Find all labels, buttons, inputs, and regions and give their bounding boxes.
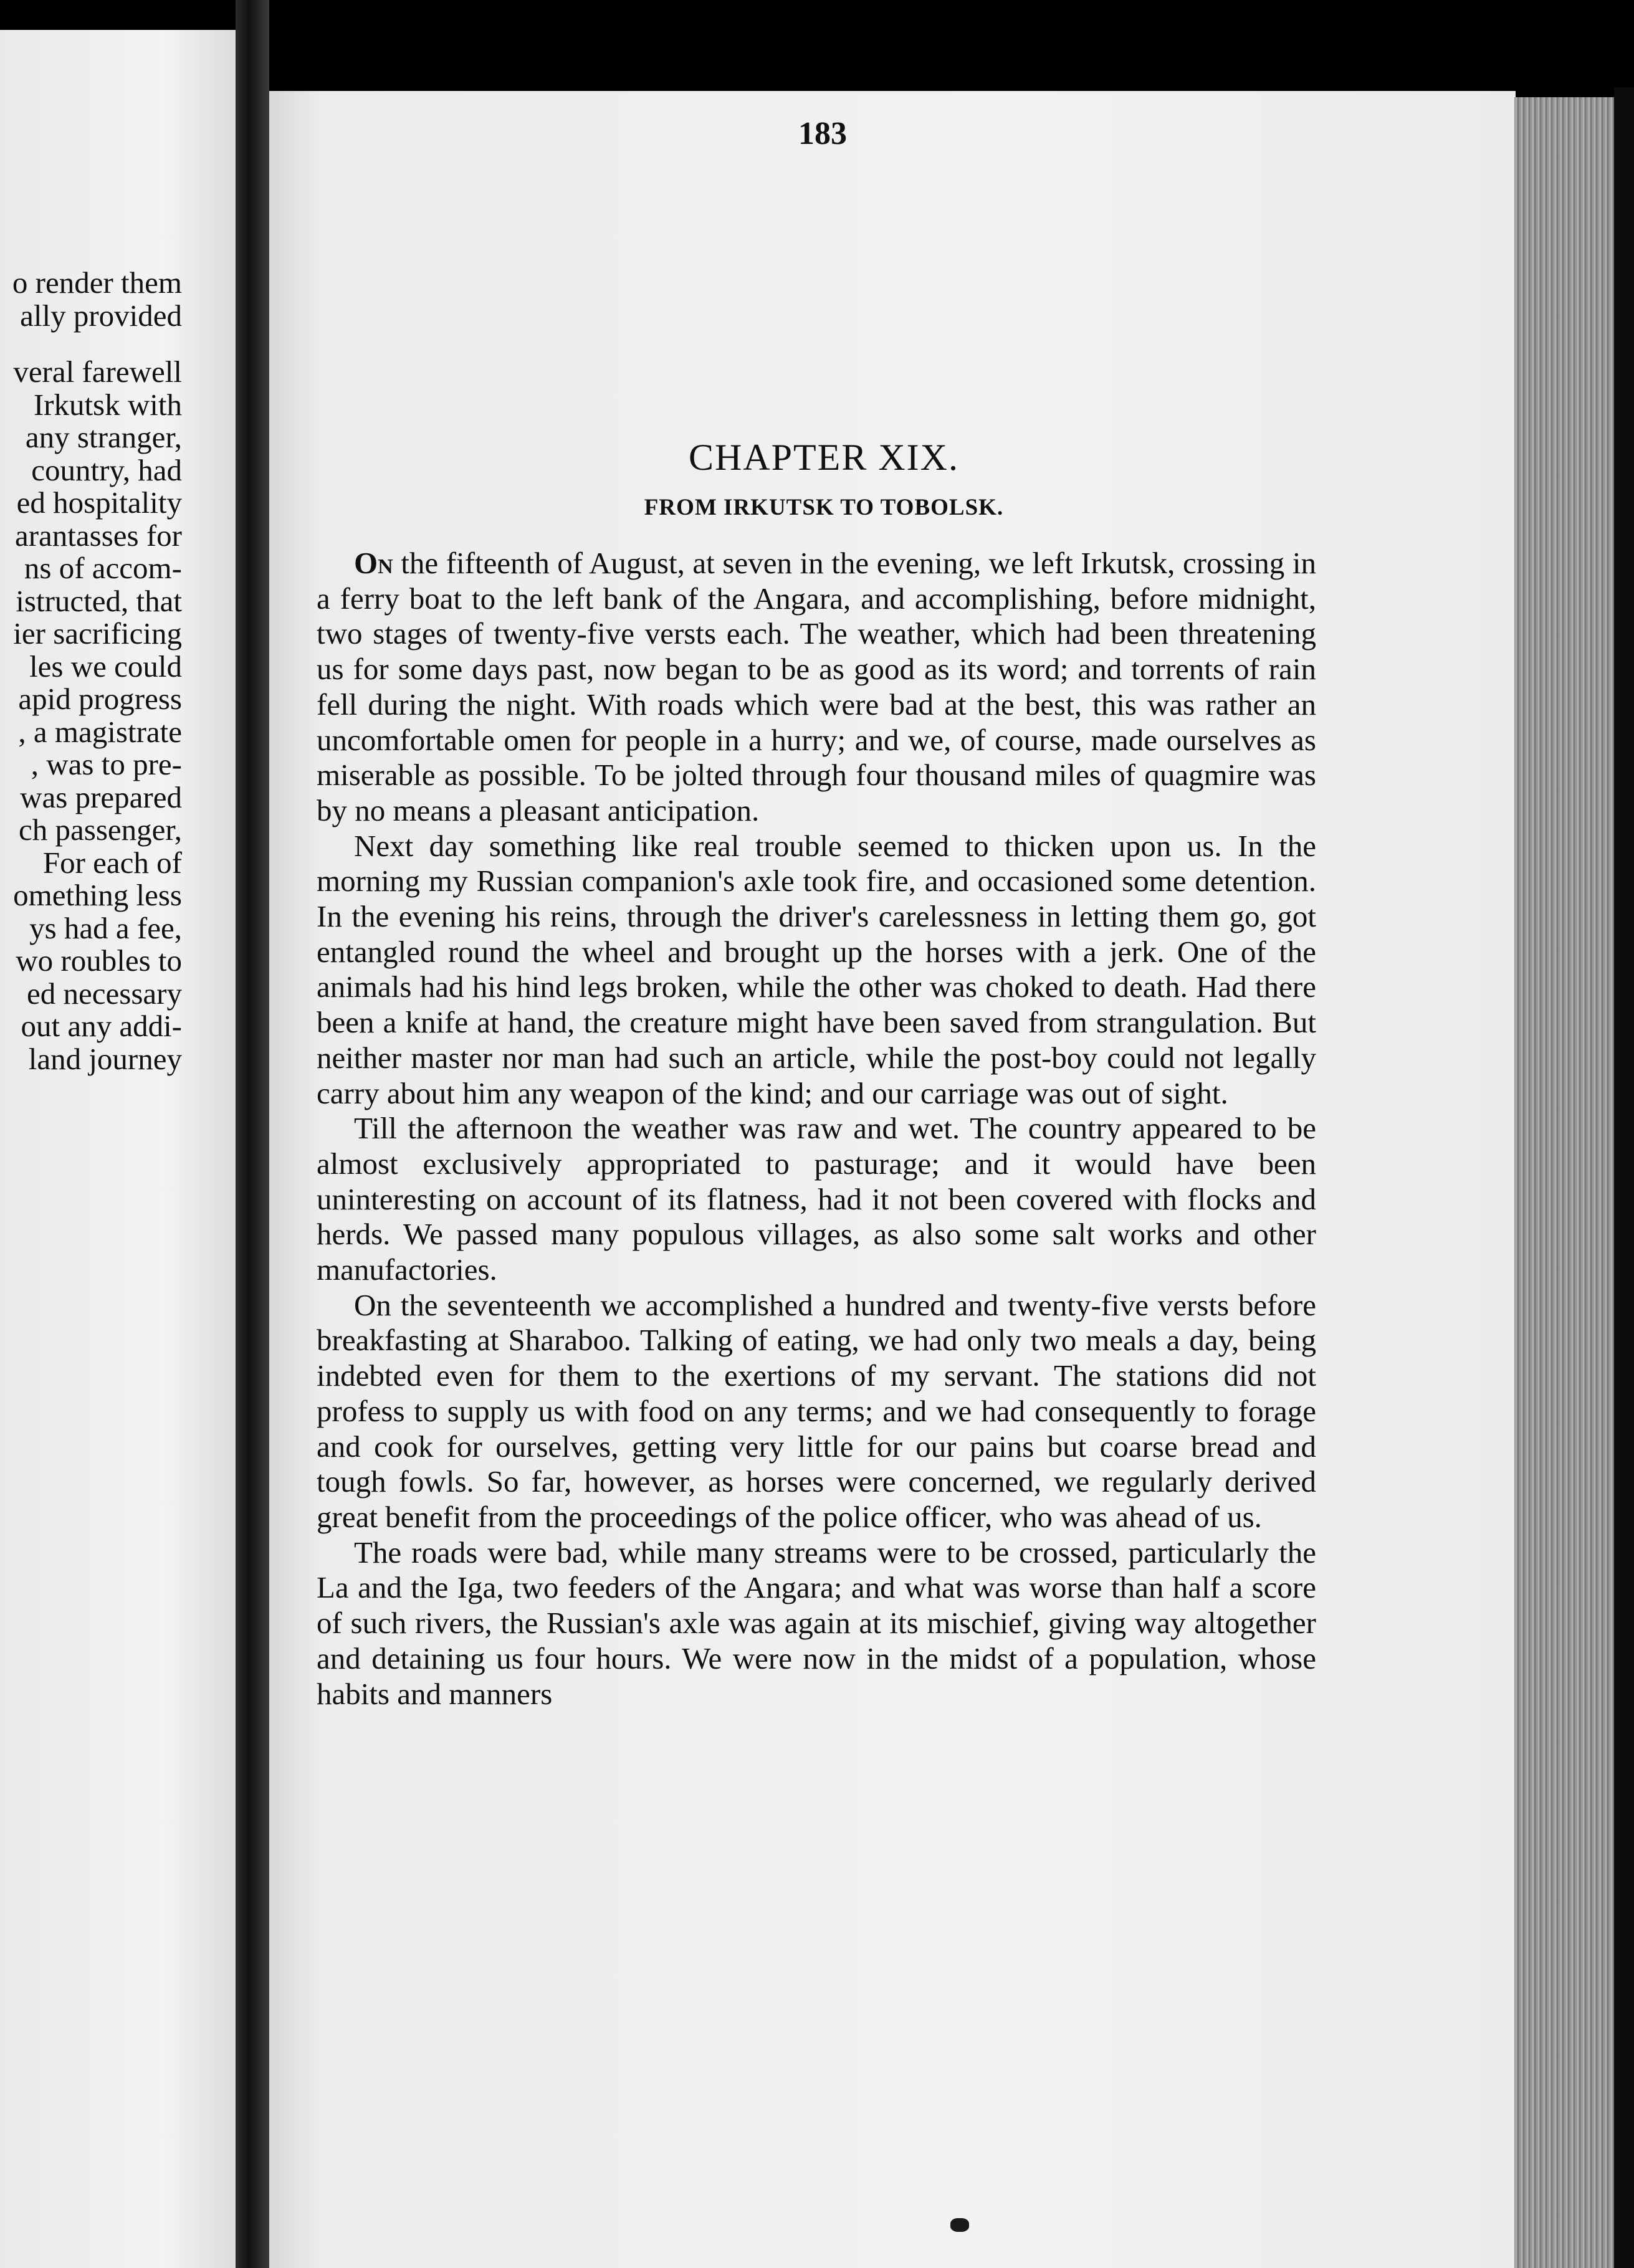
paragraph-text: Till the afternoon the weather was raw and wet. The country appeared to be almost exclusively appropriated to pasturage; and it would have been uninteresting on account of its flatness, had it not been covered with flocks and herds. We passed many populous villages, as also some salt works and other manufactories. [317, 1111, 1316, 1287]
ink-blot [950, 2218, 969, 2232]
paragraph [317, 1111, 1316, 1288]
left-page-line: country, had [31, 452, 182, 487]
paragraph [317, 546, 1316, 829]
left-page-text-fragment [0, 267, 182, 1075]
left-page-line: apid progress [18, 682, 182, 716]
left-page-line: For each of [42, 845, 182, 880]
left-page-line: istructed, that [16, 583, 182, 618]
left-page-line: ns of accom- [24, 551, 182, 585]
paragraph [317, 1288, 1316, 1535]
left-facing-page [0, 30, 236, 2268]
left-page-line: ys had a fee, [29, 910, 182, 945]
page-edges [1514, 97, 1614, 2268]
left-page-line: , a magistrate [18, 714, 182, 749]
body-text [317, 546, 1316, 1712]
left-page-line: land journey [28, 1041, 182, 1076]
left-page-line: ier sacrificing [13, 616, 182, 650]
paragraph-text: The roads were bad, while many streams were to be crossed, particularly the La and the Iga, two feeders of the Angara; and what was worse than half a score of such rivers, the Russian's axle was again at its mischief, giving way altogether and detaining us four hours. We were now in the midst of a population, whose habits and manners [317, 1535, 1316, 1711]
paragraph-lead: On [354, 546, 393, 580]
paragraph-text: Next day something like real trouble seemed to thicken upon us. In the morning my Russian companion's axle took fire, and occasioned some detention. In the evening his reins, through the driver's carelessness in letting them go, got entangled round the wheel and brought up the horses with a jerk. One of the animals had his hind legs broken, while the other was choked to death. Had there been a knife at hand, the creature might have been saved from strangulation. But neither master nor man had such an article, while the post-boy could not legally carry about him any weapon of the kind; and our carriage was out of sight. [317, 828, 1316, 1110]
left-page-line: arantasses for [14, 518, 182, 553]
left-page-line: ch passenger, [19, 812, 182, 847]
paragraph [317, 1535, 1316, 1712]
left-page-line: ed necessary [27, 976, 182, 1011]
left-page-line: omething less [13, 878, 182, 912]
left-page-line: out any addi- [21, 1009, 182, 1043]
left-page-line: Irkutsk with [33, 387, 182, 422]
left-page-line: any stranger, [25, 420, 182, 454]
left-page-line: ally provided [20, 298, 182, 333]
left-page-line: , was to pre- [31, 747, 182, 781]
book-gutter [236, 0, 269, 2268]
left-page-line: veral farewell [13, 355, 182, 389]
left-page-line: les we could [29, 649, 182, 684]
left-page-line: o render them [12, 265, 182, 300]
left-page-line: wo roubles to [16, 943, 182, 978]
page-number: 183 [798, 116, 847, 151]
paragraph [317, 829, 1316, 1112]
left-page-line: was prepared [20, 779, 182, 814]
chapter-title: CHAPTER XIX. [688, 437, 959, 478]
edge-shadow [1614, 87, 1634, 2268]
paragraph-text: On the seventeenth we accomplished a hundred and twenty-five versts before breakfasting at Sharaboo. Talking of eating, we had only two meals a day, being indebted even for them to the exertions of my servant. The stations did not profess to supply us with food on any terms; and we had consequently to forage and cook for ourselves, getting very little for our pains but coarse bread and tough fowls. So far, however, as horses were concerned, we regularly derived great benefit from the proceedings of the police officer, who was ahead of us. [317, 1287, 1316, 1534]
left-page-gap [0, 332, 182, 356]
chapter-subtitle: FROM IRKUTSK TO TOBOLSK. [644, 495, 1004, 520]
paragraph-text: the fifteenth of August, at seven in the evening, we left Irkutsk, crossing in a ferry boat to the left bank of the Angara, and accomplishing, before midnight, two stages of twenty-five versts each. The weather, which had been threatening us for some days past, now began to be as good as its word; and torrents of rain fell during the night. With roads which were bad at the best, this was rather an uncomfortable omen for people in a hurry; and we, of course, made ourselves as miserable as possible. To be jolted through four thousand miles of quagmire was by no means a pleasant anticipation. [317, 546, 1316, 827]
left-page-line: ed hospitality [16, 485, 182, 520]
